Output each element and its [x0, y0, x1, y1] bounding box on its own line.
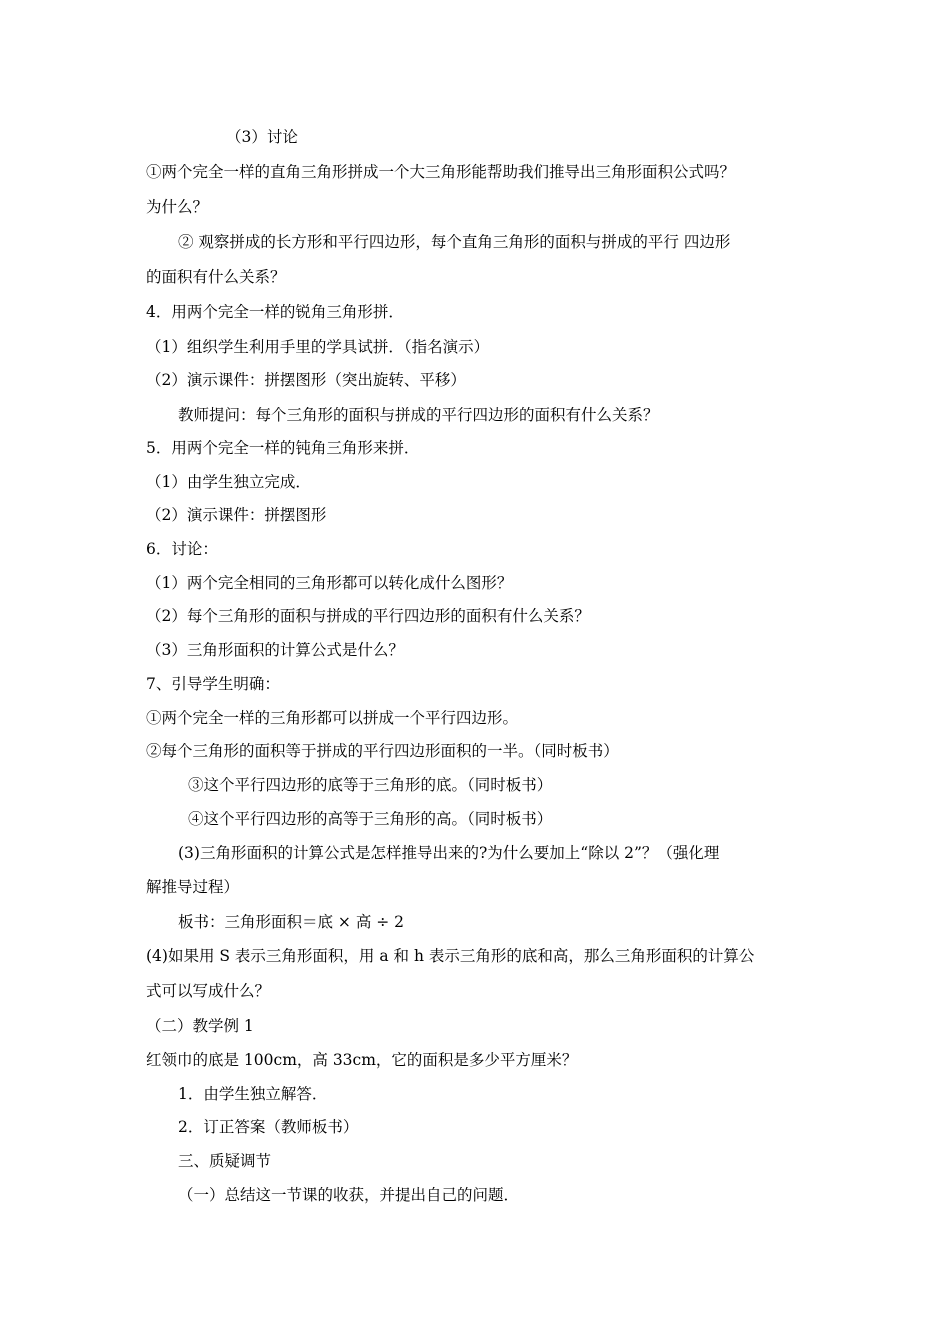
step-4-item-1: （1）组织学生利用手里的学具试拼．（指名演示）	[146, 338, 490, 356]
step-5-item-2: （2）演示课件：拼摆图形	[146, 506, 327, 524]
conclusion-3: ③这个平行四边形的底等于三角形的底。（同时板书）	[188, 776, 553, 794]
step-6-item-3: （3）三角形面积的计算公式是什么？	[146, 641, 404, 659]
board-formula: 板书：三角形面积＝底 × 高 ÷ 2	[178, 913, 405, 931]
step-7-heading: 7、引导学生明确：	[146, 675, 280, 693]
step-4-item-2: （2）演示课件：拼摆图形（突出旋转、平移）	[146, 371, 466, 389]
conclusion-2: ②每个三角形的面积等于拼成的平行四边形面积的一半。（同时板书）	[146, 742, 619, 760]
step-5-heading: 5．用两个完全一样的钝角三角形来拼．	[146, 439, 420, 457]
teacher-question: 教师提问：每个三角形的面积与拼成的平行四边形的面积有什么关系？	[178, 406, 659, 424]
step-6-heading: 6．讨论：	[146, 540, 218, 558]
question-1-line-2: 为什么？	[146, 198, 209, 216]
example-problem: 红领巾的底是 100cm，高 33cm，它的面积是多少平方厘米？	[146, 1051, 578, 1069]
formula-question-line-1: (4)如果用 S 表示三角形面积，用 a 和 h 表示三角形的底和高，那么三角形面积的计算公	[146, 947, 755, 965]
step-4-heading: 4．用两个完全一样的锐角三角形拼．	[146, 303, 404, 321]
formula-question-line-2: 式可以写成什么？	[146, 982, 271, 1000]
question-1-line-1: ①两个完全一样的直角三角形拼成一个大三角形能帮助我们推导出三角形面积公式吗？	[146, 163, 736, 181]
example-step-1: 1．由学生独立解答．	[178, 1085, 328, 1103]
step-5-item-1: （1）由学生独立完成．	[146, 473, 311, 491]
conclusion-4: ④这个平行四边形的高等于三角形的高。（同时板书）	[188, 810, 553, 828]
question-2-line-2: 的面积有什么关系？	[146, 268, 286, 286]
step-6-item-2: （2）每个三角形的面积与拼成的平行四边形的面积有什么关系？	[146, 607, 590, 625]
conclusion-1: ①两个完全一样的三角形都可以拼成一个平行四边形。	[146, 709, 519, 727]
example-step-2: 2．订正答案（教师板书）	[178, 1118, 359, 1136]
summary-item-1: （一）总结这一节课的收获，并提出自己的问题．	[178, 1186, 520, 1204]
section-3-heading: 三、质疑调节	[178, 1152, 272, 1170]
example-heading: （二）教学例 1	[146, 1017, 254, 1035]
derivation-question-line-1: (3)三角形面积的计算公式是怎样推导出来的?为什么要加上“除以 2”？（强化理	[178, 844, 720, 862]
discussion-heading: （3）讨论	[226, 128, 298, 146]
step-6-item-1: （1）两个完全相同的三角形都可以转化成什么图形？	[146, 574, 513, 592]
derivation-question-line-2: 解推导过程）	[146, 878, 240, 896]
question-2-line-1: ② 观察拼成的长方形和平行四边形，每个直角三角形的面积与拼成的平行 四边形	[178, 233, 731, 251]
